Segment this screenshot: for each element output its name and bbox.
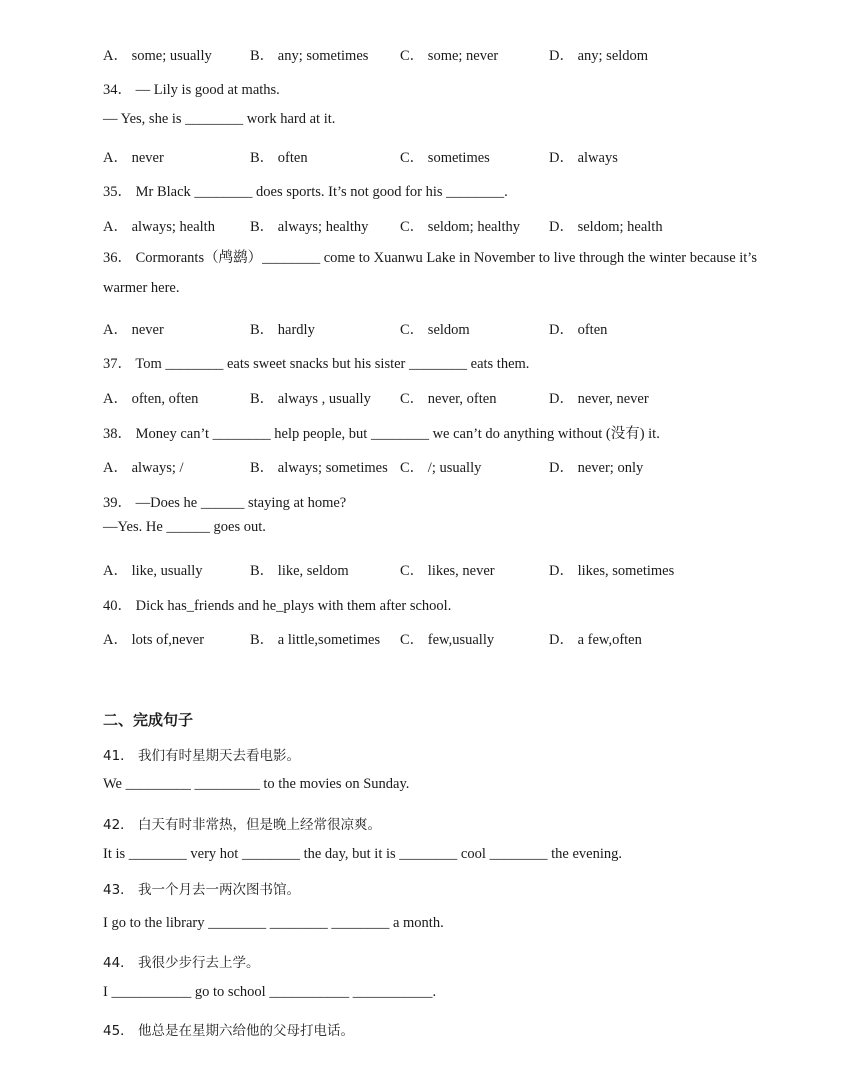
section-title-complete-sentences: 二、完成句子	[103, 711, 194, 729]
q36-stem: 36． Cormorants（鸬鹚）________ come to Xuanwu Lake in November to live through the winter because it’s warmer here.	[103, 250, 757, 296]
q37-stem: 37． Tom ________ eats sweet snacks but his sister ________ eats them.	[103, 356, 530, 372]
q34-option-c[interactable]: C． sometimes	[400, 150, 490, 166]
q38-options	[103, 456, 803, 476]
q40-options	[103, 628, 803, 648]
q44-english: I ___________ go to school ___________ ___________.	[103, 984, 437, 1000]
q34-option-b[interactable]: B． often	[250, 150, 308, 166]
q40-stem: 40． Dick has_friends and he_plays with them after school.	[103, 598, 452, 614]
q36-option-d[interactable]: D． often	[549, 322, 608, 338]
q45-chinese: 45． 他总是在星期六给他的父母打电话。	[103, 1023, 354, 1039]
q43-chinese: 43． 我一个月去一两次图书馆。	[103, 882, 300, 898]
q40-option-a[interactable]: A． lots of,never	[103, 632, 205, 648]
q40-option-b[interactable]: B． a little,sometimes	[250, 632, 381, 648]
q36-option-a[interactable]: A． never	[103, 322, 164, 338]
q36-option-c[interactable]: C． seldom	[400, 322, 470, 338]
q38-option-a[interactable]: A． always; /	[103, 460, 184, 476]
q35-option-b[interactable]: B． always; healthy	[250, 219, 369, 235]
q39-option-d[interactable]: D． likes, sometimes	[549, 563, 675, 579]
q35-option-a[interactable]: A． always; health	[103, 219, 215, 235]
q34-option-a[interactable]: A． never	[103, 150, 164, 166]
q39-stem: 39． —Does he ______ staying at home?	[103, 495, 347, 511]
q42-english: It is ________ very hot ________ the day, but it is ________ cool ________ the evening.	[103, 846, 622, 862]
q38-stem: 38． Money can’t ________ help people, but ________ we can’t do anything without (没有) it.	[103, 426, 660, 442]
q42-chinese: 42． 白天有时非常热，但是晚上经常很凉爽。	[103, 817, 381, 833]
q43-english: I go to the library ________ ________ ________ a month.	[103, 915, 444, 931]
q39-options	[103, 559, 803, 579]
q38-option-b[interactable]: B． always; sometimes	[250, 460, 388, 476]
q38-option-c[interactable]: C． /; usually	[400, 460, 482, 476]
q33-option-a[interactable]: A． some; usually	[103, 48, 212, 64]
q35-options	[103, 215, 803, 235]
q36-options	[103, 318, 803, 338]
q37-options	[103, 387, 803, 407]
q39-option-c[interactable]: C． likes, never	[400, 563, 495, 579]
q39-option-a[interactable]: A． like, usually	[103, 563, 203, 579]
q35-option-c[interactable]: C． seldom; healthy	[400, 219, 521, 235]
q33-option-c[interactable]: C． some; never	[400, 48, 499, 64]
q41-chinese: 41． 我们有时星期天去看电影。	[103, 748, 300, 764]
q40-option-c[interactable]: C． few,usually	[400, 632, 495, 648]
q41-english: We _________ _________ to the movies on Sunday.	[103, 776, 410, 792]
q35-stem: 35． Mr Black ________ does sports. It’s not good for his ________.	[103, 184, 508, 200]
q39-dialogue-line: —Yes. He ______ goes out.	[103, 519, 266, 535]
q37-option-c[interactable]: C． never, often	[400, 391, 497, 407]
q36-option-b[interactable]: B． hardly	[250, 322, 315, 338]
q34-dialogue-line: — Yes, she is ________ work hard at it.	[103, 111, 336, 127]
q44-chinese: 44． 我很少步行去上学。	[103, 955, 260, 971]
q33-option-b[interactable]: B． any; sometimes	[250, 48, 369, 64]
q34-option-d[interactable]: D． always	[549, 150, 618, 166]
q37-option-a[interactable]: A． often, often	[103, 391, 199, 407]
q39-option-b[interactable]: B． like, seldom	[250, 563, 349, 579]
q37-option-d[interactable]: D． never, never	[549, 391, 649, 407]
q38-option-d[interactable]: D． never; only	[549, 460, 644, 476]
q40-option-d[interactable]: D． a few,often	[549, 632, 642, 648]
q37-option-b[interactable]: B． always , usually	[250, 391, 371, 407]
q35-option-d[interactable]: D． seldom; health	[549, 219, 663, 235]
q34-stem: 34． — Lily is good at maths.	[103, 82, 280, 98]
q33-option-d[interactable]: D． any; seldom	[549, 48, 649, 64]
q34-options	[103, 146, 803, 166]
q33-options	[103, 44, 803, 64]
